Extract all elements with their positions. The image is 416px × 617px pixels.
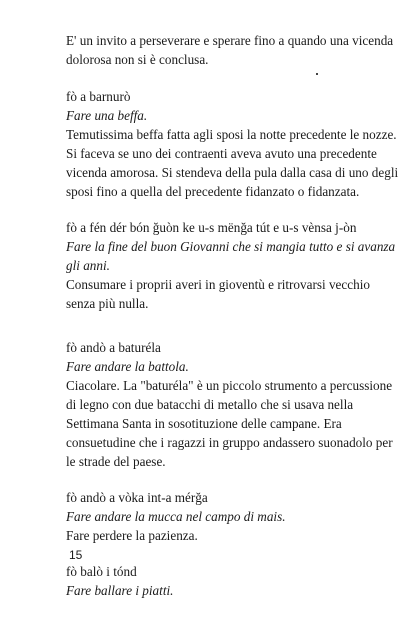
intro-paragraph: E' un invito a perseverare e sperare fino a quando una vicenda dolorosa non si è conclusa.	[66, 33, 394, 67]
entry-voka-merga	[66, 488, 402, 545]
dialect-phrase: fò a barnurò	[66, 89, 131, 104]
explanation: Temutissima beffa fatta agli sposi la notte precedente le nozze. Si faceva se uno dei contraenti aveva avuto una precedente vicenda amorosa. Si stendeva della pula dalla casa di uno degli sposi fino a quella del precedente fidanzato o fidanzata.	[66, 127, 399, 199]
dialect-phrase: fò a fén dér bón ğuòn ke u-s mënğa tút e u-s vènsa j-òn	[66, 220, 357, 235]
explanation: Ciacolare. La "baturéla" è un piccolo strumento a percussione di legno con due batacchi di metallo che si usava nella Settimana Santa in sosotituzione delle campane. Era consuetudine che i ragazzi in gruppo andassero suonadolo per le strade del paese.	[66, 378, 393, 469]
italian-translation: Fare andare la mucca nel campo di mais.	[66, 509, 286, 524]
entry-barnuro	[66, 87, 402, 201]
dialect-phrase: fò balò i tónd	[66, 564, 137, 579]
entry-baturela	[66, 338, 402, 471]
italian-translation: Fare la fine del buon Giovanni che si mangia tutto e si avanza gli anni.	[66, 239, 396, 273]
explanation: Fare perdere la pazienza.	[66, 528, 198, 543]
italian-translation: Fare ballare i piatti.	[66, 583, 174, 598]
speck-mark	[316, 73, 318, 75]
dialect-phrase: fò andò a vòka int-a mérğa	[66, 490, 208, 505]
italian-translation: Fare una beffa.	[66, 108, 148, 123]
entry-balo-tond	[66, 562, 402, 600]
page-number: 15	[69, 548, 83, 562]
entry-fen-der-bon-guon	[66, 218, 402, 313]
dialect-phrase: fò andò a baturéla	[66, 340, 161, 355]
page-body	[66, 31, 402, 617]
italian-translation: Fare andare la battola.	[66, 359, 189, 374]
explanation: Consumare i proprii averi in gioventù e ritrovarsi vecchio senza più nulla.	[66, 277, 370, 311]
